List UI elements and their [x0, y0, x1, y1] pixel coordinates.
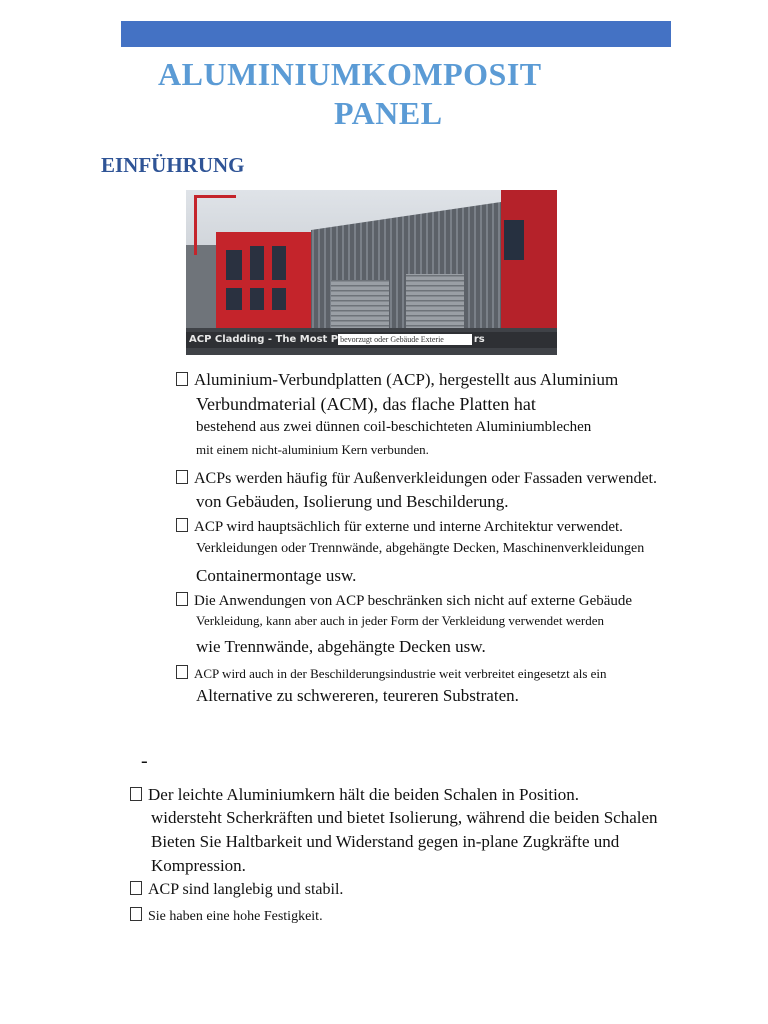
caption-text: ACP Cladding - The Most P [189, 334, 339, 345]
checkbox-icon [176, 470, 188, 484]
property-2-line-1: ACP sind langlebig und stabil. [130, 881, 343, 899]
building-illustration [186, 190, 557, 355]
bullet-1-line-2: Verbundmaterial (ACM), das flache Platten hat [196, 394, 536, 414]
property-1-line-1: Der leichte Aluminiumkern hält die beiden Schalen in Position. [130, 785, 579, 805]
bullet-4-line-2: Verkleidung, kann aber auch in jeder Form der Verkleidung verwendet werden [196, 613, 605, 628]
checkbox-icon [176, 372, 188, 386]
property-1-line-2: widersteht Scherkräften und bietet Isolierung, während die beiden Schalen [151, 808, 658, 827]
bullet-5-line-1: ACP wird auch in der Beschilderungsindustrie weit verbreitet eingesetzt als ein [176, 665, 607, 682]
document-title-line1: ALUMINIUMKOMPOSIT [158, 56, 542, 92]
caption-overlay: bevorzugt oder Gebäude Exterie [338, 334, 472, 345]
bullet-3-line-3: Containermontage usw. [196, 566, 357, 585]
bullet-3-line-1: ACP wird hauptsächlich für externe und interne Architektur verwendet. [176, 518, 623, 536]
bullet-4-line-3: wie Trennwände, abgehängte Decken usw. [196, 637, 486, 656]
checkbox-icon [130, 787, 142, 801]
bullet-1-line-1: Aluminium-Verbundplatten (ACP), hergestellt aus Aluminium [176, 370, 618, 390]
property-1-line-3: Bieten Sie Haltbarkeit und Widerstand gegen in-plane Zugkräfte und [151, 832, 620, 851]
bullet-1-line-3: bestehend aus zwei dünnen coil-beschichteten Aluminiumblechen [196, 419, 592, 435]
document-title-line2: PANEL [334, 95, 443, 131]
bullet-2-line-2: von Gebäuden, Isolierung und Beschilderung. [196, 492, 509, 511]
property-1-line-4: Kompression. [151, 856, 246, 875]
section-heading: EINFÜHRUNG [101, 153, 245, 177]
bullet-1-line-4: mit einem nicht-aluminium Kern verbunden. [196, 442, 429, 457]
checkbox-icon [130, 907, 142, 921]
checkbox-icon [176, 518, 188, 532]
checkbox-icon [176, 665, 188, 679]
building-photo [186, 190, 557, 355]
property-3-line-1: Sie haben eine hohe Festigkeit. [130, 907, 323, 925]
separator-dash: - [141, 750, 148, 772]
header-bar [121, 21, 671, 47]
bullet-5-line-2: Alternative zu schwereren, teureren Substraten. [196, 686, 519, 705]
bullet-4-line-1: Die Anwendungen von ACP beschränken sich nicht auf externe Gebäude [176, 592, 632, 610]
bullet-3-line-2: Verkleidungen oder Trennwände, abgehängte Decken, Maschinenverkleidungen [196, 541, 645, 556]
bullet-2-line-1: ACPs werden häufig für Außenverkleidungen oder Fassaden verwendet. [176, 470, 657, 488]
checkbox-icon [176, 592, 188, 606]
image-caption [189, 334, 485, 345]
caption-tail: rs [473, 334, 485, 345]
checkbox-icon [130, 881, 142, 895]
